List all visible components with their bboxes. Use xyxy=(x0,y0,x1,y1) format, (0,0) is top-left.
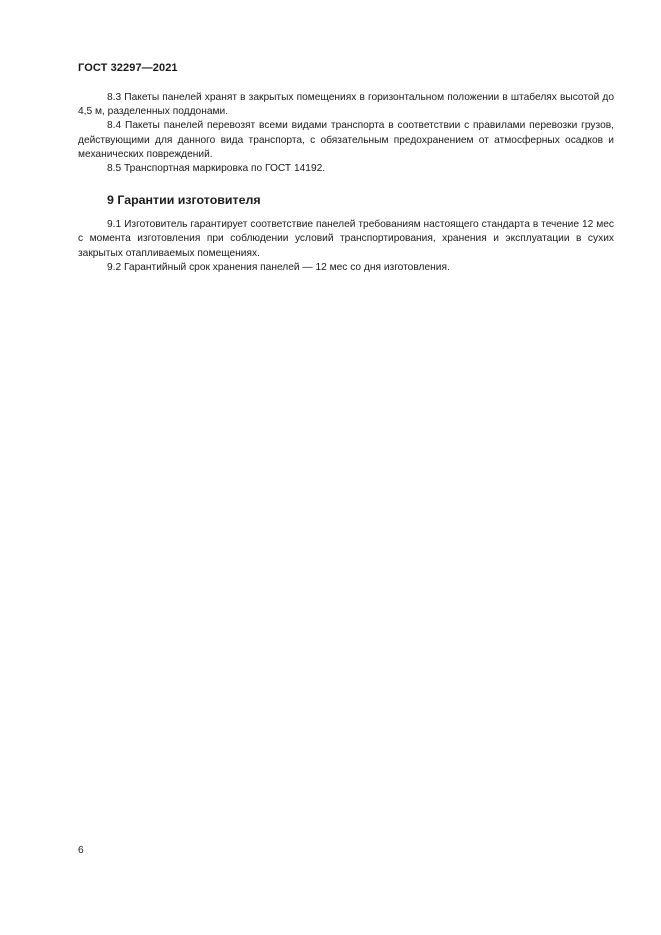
paragraph-8-5: 8.5 Транспортная маркировка по ГОСТ 14192. xyxy=(107,163,326,175)
paragraph-8-4: 8.4 Пакеты панелей перевозят всеми видами транспорта в соответствии с правилами перевозки грузов, действующими для данного вида транспорта, с обязательным предохранением от атмосферных осадков и механических повреждений. xyxy=(78,120,614,160)
document-body xyxy=(78,91,614,275)
page-number: 6 xyxy=(78,845,84,856)
paragraph-9-1: 9.1 Изготовитель гарантирует соответствие панелей требованиям настоящего стандарта в течение 12 мес с момента изготовления при соблюдении условий транспортирования, хранения и эксплуатации в сухих закрытых отапливаемых помещениях. xyxy=(78,219,614,259)
section-9-title: 9 Гарантии изготовителя xyxy=(107,193,261,208)
paragraph-9-2: 9.2 Гарантийный срок хранения панелей — 12 мес со дня изготовления. xyxy=(107,261,450,273)
document-header: ГОСТ 32297—2021 xyxy=(78,62,178,74)
paragraph-8-3: 8.3 Пакеты панелей хранят в закрытых помещениях в горизонтальном положении в штабелях высотой до 4,5 м, разделенных поддонами. xyxy=(78,92,614,118)
